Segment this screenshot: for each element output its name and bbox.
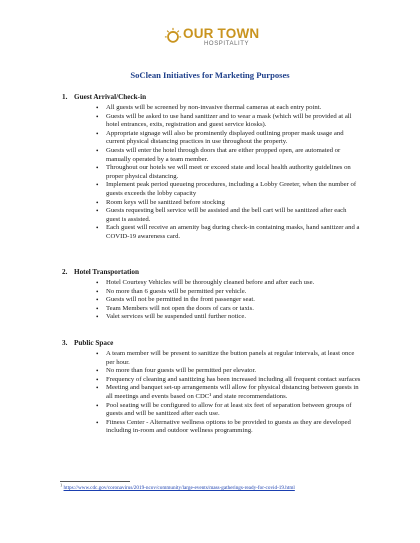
bullet-list — [62, 350, 362, 436]
list-item: • Room keys will be sanitized before stocking — [96, 199, 362, 208]
company-logo — [164, 24, 260, 54]
list-item: • Team Members will not open the doors of cars or taxis. — [96, 305, 362, 314]
section-title: Guest Arrival/Check-in — [74, 93, 147, 101]
list-item: • Hotel Courtesy Vehicles will be thoroughly cleaned before and after each use. — [96, 279, 362, 288]
footnote — [60, 482, 295, 492]
footnote-divider — [60, 481, 130, 482]
bullet-list — [62, 279, 362, 322]
list-item: • Appropriate signage will also be prominently displayed outlining proper mask usage and current physical distancing practices in use throughout the property. — [96, 130, 362, 147]
section-heading — [62, 338, 362, 348]
list-item: • No more than four guests will be permitted per elevator. — [96, 367, 362, 376]
list-item: • No more than 6 guests will be permitted per vehicle. — [96, 288, 362, 297]
section-number: 2. — [62, 268, 68, 276]
logo-name: OUR TOWN — [183, 26, 260, 41]
section-hotel-transportation — [62, 267, 362, 322]
logo-tagline: HOSPITALITY — [204, 41, 250, 47]
list-item: • Implement peak period queueing procedures, including a Lobby Greeter, when the number of guests exceeds the lobby capacity — [96, 181, 362, 198]
section-number: 3. — [62, 339, 68, 347]
list-item: • Guests will not be permitted in the front passenger seat. — [96, 296, 362, 305]
list-item: • Meeting and banquet set-up arrangements will allow for physical distancing between guests in all meetings and events based on CDC¹ and state recommendations. — [96, 384, 362, 401]
list-item: • Frequency of cleaning and sanitizing has been increased including all frequent contact surfaces — [96, 376, 362, 385]
list-item: • Guests requesting bell service will be assisted and the bell cart will be sanitized after each guest is assisted. — [96, 207, 362, 224]
section-heading — [62, 92, 362, 102]
footnote-link[interactable]: https://www.cdc.gov/coronavirus/2019-ncov/community/large-events/mass-gatherings-ready-for-covid-19.html — [63, 485, 295, 491]
footnote-marker: 1 — [60, 482, 63, 488]
section-guest-arrival — [62, 92, 362, 242]
sun-logo-icon — [164, 27, 182, 45]
list-item: • Throughout our hotels we will meet or exceed state and local health authority guidelines on proper physical distancing. — [96, 164, 362, 181]
list-item: • All guests will be screened by non-invasive thermal cameras at each entry point. — [96, 104, 362, 113]
list-item: • Each guest will receive an amenity bag during check-in containing masks, hand sanitizer and a COVID-19 awareness card. — [96, 224, 362, 241]
list-item: • Guests will enter the hotel through doors that are either propped open, are automated or manually operated by a team member. — [96, 147, 362, 164]
section-number: 1. — [62, 93, 68, 101]
list-item: • Pool seating will be configured to allow for at least six feet of separation between groups of guests and will be sanitized after each use. — [96, 402, 362, 419]
list-item: • Fitness Center - Alternative wellness options to be provided to guests as they are developed including in-room and outdoor wellness programming. — [96, 419, 362, 436]
section-title: Hotel Transportation — [74, 268, 140, 276]
list-item: • Guests will be asked to use hand sanitizer and to wear a mask (which will be provided at all hotel entrances, exits, registration and guest service kiosks). — [96, 113, 362, 130]
document-title: SoClean Initiatives for Marketing Purposes — [130, 70, 290, 80]
list-item: • A team member will be present to sanitize the button panels at regular intervals, at least once per hour. — [96, 350, 362, 367]
list-item: • Valet services will be suspended until further notice. — [96, 313, 362, 322]
section-heading — [62, 267, 362, 277]
section-title: Public Space — [74, 339, 114, 347]
section-public-space — [62, 338, 362, 436]
bullet-list — [62, 104, 362, 242]
